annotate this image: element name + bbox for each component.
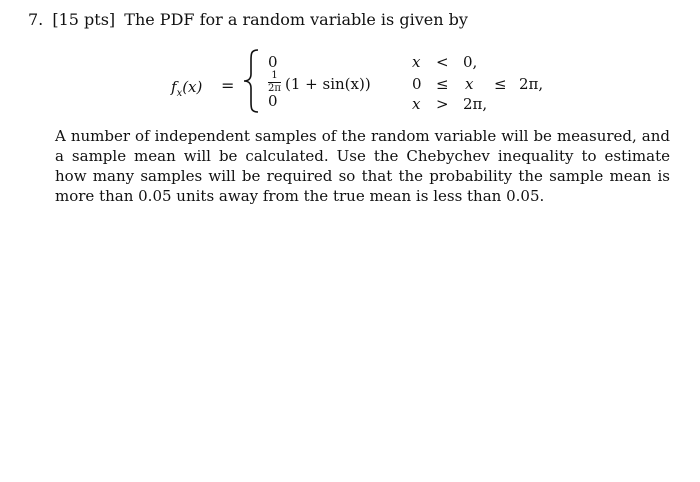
case1-variable: x [412,53,421,71]
case1-bound: 0, [463,53,478,71]
problem-intro: The PDF for a random variable is given by [124,10,468,29]
case2-value-rest: (1 + sin(x)) [285,75,371,93]
lhs-argument: (x) [182,78,203,96]
left-brace-icon [241,48,263,114]
case2-bound: 2π, [519,75,544,93]
case1-value: 0 [268,53,278,71]
case2-fraction [268,71,281,94]
case3-bound: 2π, [463,95,488,113]
case2-relation-2: ≤ [494,75,507,93]
case2-relation-1: ≤ [436,75,449,93]
fraction-numerator: 1 [268,71,281,83]
equation-lhs [171,78,202,99]
case3-variable: x [412,95,421,113]
lhs-function: f [171,78,177,96]
case2-variable: x [465,75,474,93]
case2-lower: 0 [412,75,422,93]
case3-value: 0 [268,92,278,110]
equals-sign: = [221,76,235,95]
problem-points: [15 pts] [52,10,116,29]
pdf-equation [0,0,700,120]
lhs-subscript: x [176,88,183,99]
fraction-denominator: 2π [268,83,281,94]
problem-paragraph: A number of independent samples of the random variable will be measured, and a sample mean will be calculated. Use the Chebychev inequality to estimate how many samples will be required so that the probability the sample mean is more than 0.05 units away from the true mean is less than 0.05. [55,127,670,205]
case3-relation: > [436,95,449,113]
case1-relation: < [436,53,449,71]
problem-number: 7. [28,10,44,29]
